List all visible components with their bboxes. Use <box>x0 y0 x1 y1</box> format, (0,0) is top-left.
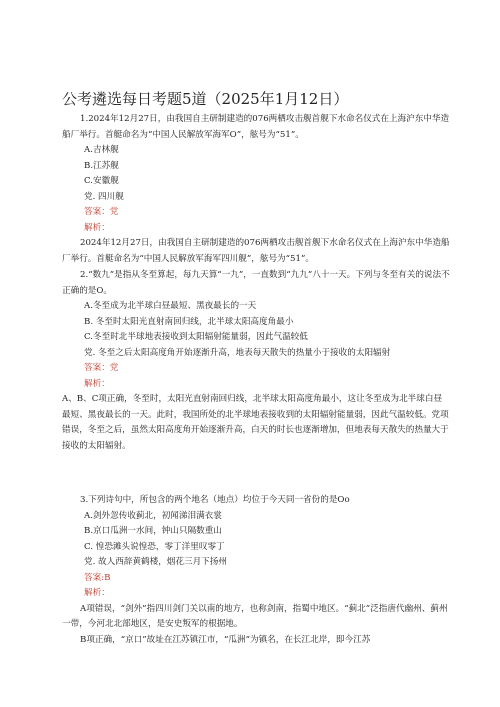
question-2-option-d: 党. 冬至之后太阳高度角开始逐渐升高，地表每天散失的热量小于接收的太阳辐射 <box>84 347 391 358</box>
question-1-option-c: C.安徽舰 <box>84 176 119 186</box>
question-3-option-c: C. 惶恐滩头说惶恐，零丁洋里叹零丁 <box>84 541 225 552</box>
question-2-analysis: A、B、C项正确，冬至时，太阳光直射南回归线，北半球太阳高度角最小，这让冬至成为北半球白昼最短、黑夜最长的一天。此时，我国所处的北半球地表接收到的太阳辐射能量弱，因此气温较低。党项错误，冬至之后，虽然太阳高度角开始逐渐升高，白天的时长也逐渐增加，但地表每天散失的热量大于接收的太阳辐射。 <box>62 394 449 451</box>
page-title: 公考遴选每日考题5道（2025年1月12日） <box>62 90 349 108</box>
question-3 <box>62 493 450 648</box>
question-1-analysis-label: 解析： <box>84 222 110 233</box>
question-2 <box>62 268 450 454</box>
question-3-analysis-2: B项正确，“京口”故址在江苏镇江市，“瓜洲”为镇名，在长江北岸，即今江苏 <box>80 634 371 645</box>
question-3-analysis-label: 解析： <box>84 588 110 598</box>
question-3-option-a: A.剑外忽传收蓟北，初闻涕泪满衣裳 <box>84 510 222 521</box>
question-1 <box>62 112 450 267</box>
question-3-option-b: B.京口瓜洲一水间，钟山只隔数重山 <box>84 526 222 536</box>
question-2-option-b: B. 冬至时太阳光直射南回归线，北半球太阳高度角最小 <box>84 316 294 327</box>
question-1-answer: 答案：党 <box>84 207 119 217</box>
question-2-answer: 答案：党 <box>84 363 119 373</box>
question-1-option-a: A.吉林舰 <box>84 145 119 155</box>
question-1-stem: 1.2024年12月27日，由我国自主研制建造的076两栖攻击舰首舰下水命名仪式在上海沪东中华造船厂举行。首艇命名为“中国人民解放军海军O”，舷号为“51”。 <box>62 114 450 140</box>
question-3-stem: 3.下列诗句中，所包含的两个地名（地点）均位于今天同一省份的是Oo <box>80 495 350 505</box>
question-3-answer: 答案:B <box>84 572 111 583</box>
question-2-analysis-label: 解析： <box>84 378 110 389</box>
question-1-option-b: B.江苏舰 <box>84 160 119 171</box>
question-3-analysis-1: A项错误，“剑外”指四川剑门关以南的地方，也称剑南，指蜀中地区。“蓟北”泛指唐代幽州、蓟州一带，今河北北部地区，是安史叛军的根据地。 <box>62 603 448 629</box>
question-2-option-c: C.冬至时北半球地表接收到太阳辐射能量弱，因此气温较低 <box>84 332 308 342</box>
question-2-option-a: A.冬至成为北半球白昼最短、黑夜最长的一天 <box>84 301 257 311</box>
question-1-option-d: 党. 四川舰 <box>84 191 124 202</box>
question-2-stem: 2.“数九”是指从冬至算起，每九天算“一九”，一直数到“九九”八十一天。下列与冬至有关的说法不正确的是O。 <box>62 270 450 296</box>
question-1-analysis: 2024年12月27日，由我国自主研制建造的076两栖攻击舰首舰下水命名仪式在上海沪东中华造船厂举行。首艇命名为“中国人民解放军海军四川舰”，舷号为“51”。 <box>62 238 450 264</box>
question-3-option-d: 党. 故人西辞黄鹤楼，烟花三月下扬州 <box>84 557 227 567</box>
